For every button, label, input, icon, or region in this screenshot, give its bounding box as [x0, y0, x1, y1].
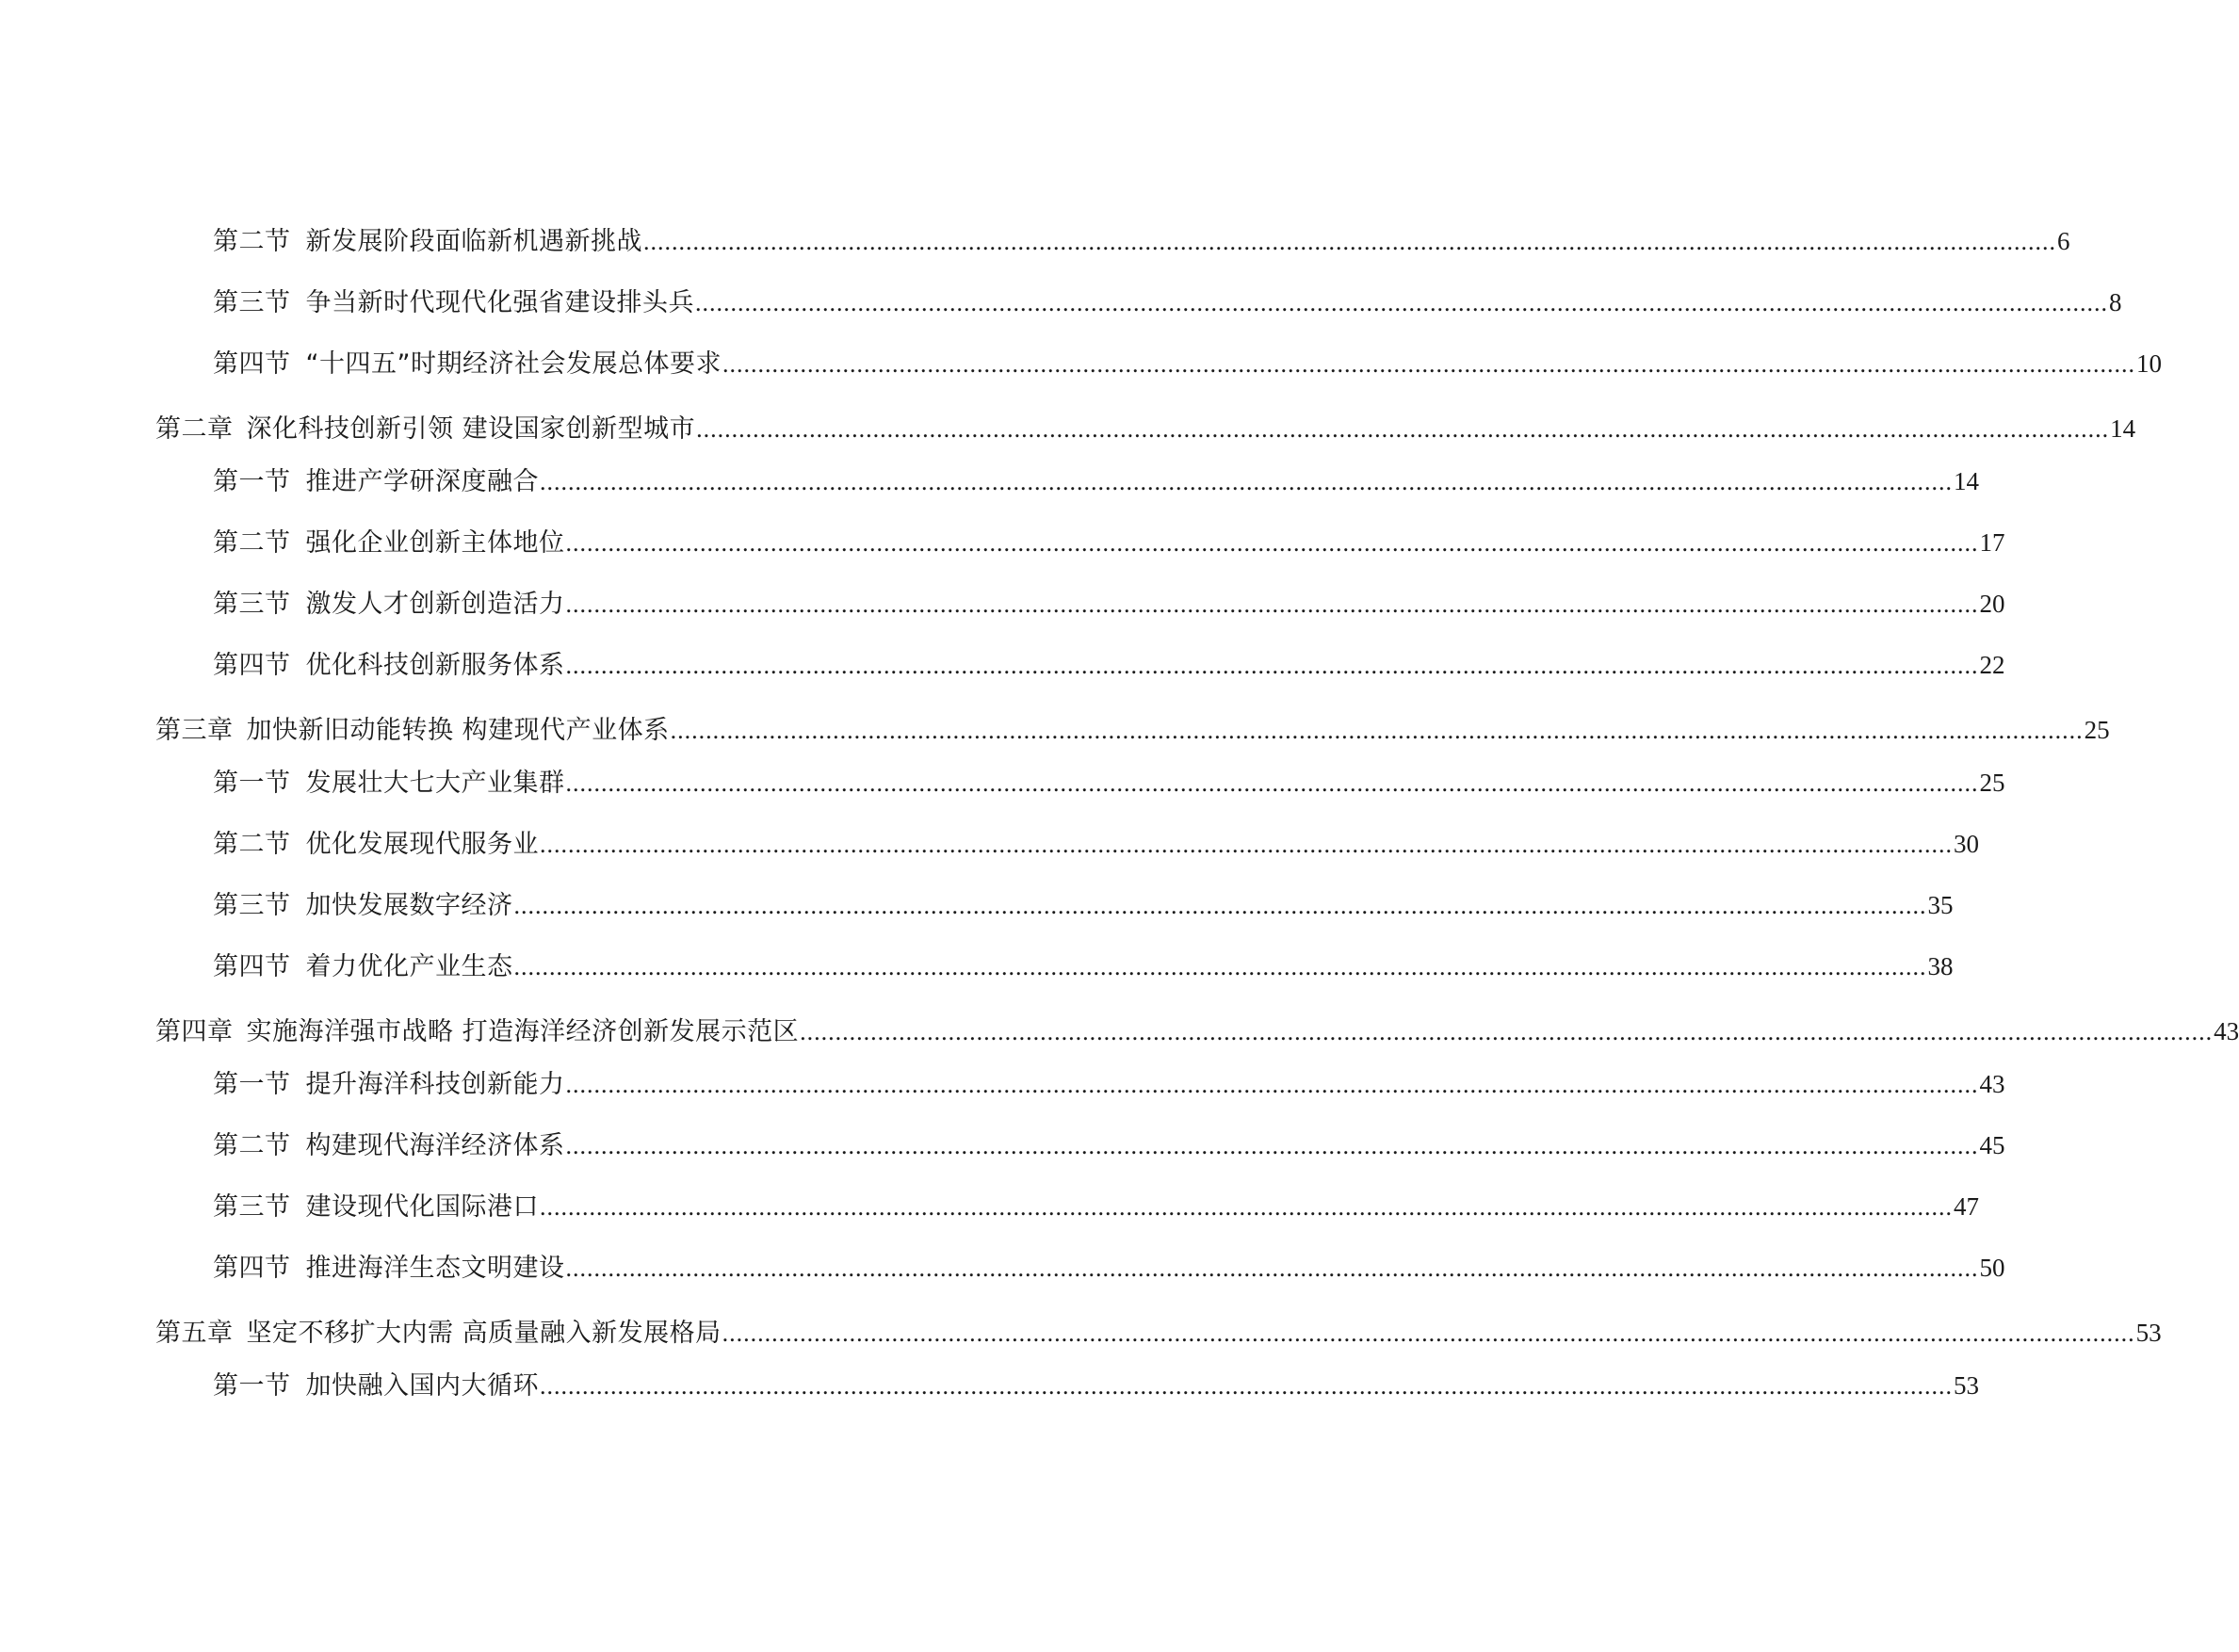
section-label: 第二节 [213, 227, 291, 256]
section-title: 加快融入国内大循环 [305, 1371, 539, 1401]
section-label: 第四节 [213, 651, 291, 680]
toc-section-entry[interactable] [213, 947, 1954, 985]
page-number: 25 [1979, 769, 2005, 797]
dot-leader: ........................................................................................................................................................................................................ [540, 468, 1953, 495]
section-label: 第一节 [213, 467, 291, 496]
section-label: 第四节 [213, 349, 291, 379]
dot-leader: ........................................................................................................................................................................................................ [540, 1372, 1953, 1400]
page-number: 35 [1927, 891, 1954, 919]
toc-chapter-entry[interactable] [155, 1314, 2162, 1352]
toc-section-entry[interactable] [213, 1188, 1979, 1225]
page-number: 50 [1979, 1254, 2005, 1282]
dot-leader: ........................................................................................................................................................................................................ [695, 289, 2108, 316]
chapter-label: 第三章 [155, 716, 234, 745]
section-title: “十四五”时期经济社会发展总体要求 [305, 349, 722, 379]
page-number: 53 [2135, 1319, 2162, 1347]
chapter-label: 第四章 [155, 1017, 234, 1046]
toc-section-entry[interactable] [213, 222, 2070, 260]
section-label: 第三节 [213, 891, 291, 920]
section-label: 第一节 [213, 1070, 291, 1099]
chapter-title: 坚定不移扩大内需 高质量融入新发展格局 [246, 1319, 722, 1348]
dot-leader: ........................................................................................................................................................................................................ [565, 1132, 1979, 1159]
toc-section-entry[interactable] [213, 283, 2122, 321]
page-number: 17 [1979, 528, 2005, 557]
dot-leader: ........................................................................................................................................................................................................ [513, 892, 1927, 919]
section-title: 构建现代海洋经济体系 [305, 1131, 565, 1160]
dot-leader: ........................................................................................................................................................................................................ [565, 769, 1979, 797]
toc-section-entry[interactable] [213, 1126, 2005, 1164]
page-number: 38 [1927, 952, 1954, 980]
toc-section-entry[interactable] [213, 345, 2162, 382]
dot-leader: ........................................................................................................................................................................................................ [696, 415, 2110, 443]
section-label: 第四节 [213, 952, 291, 981]
toc-chapter-entry[interactable] [155, 1012, 2239, 1050]
toc-chapter-entry[interactable] [155, 711, 2110, 749]
dot-leader: ........................................................................................................................................................................................................ [565, 1071, 1979, 1098]
dot-leader: ........................................................................................................................................................................................................ [565, 1255, 1979, 1282]
dot-leader: ........................................................................................................................................................................................................ [670, 717, 2084, 744]
section-label: 第三节 [213, 590, 291, 619]
page-number: 43 [2214, 1017, 2239, 1045]
page-number: 47 [1954, 1192, 1979, 1221]
section-label: 第四节 [213, 1254, 291, 1283]
section-title: 优化科技创新服务体系 [305, 651, 565, 680]
section-title: 提升海洋科技创新能力 [305, 1070, 565, 1099]
page-number: 53 [1954, 1371, 1979, 1400]
chapter-title: 加快新旧动能转换 构建现代产业体系 [246, 716, 670, 745]
dot-leader: ........................................................................................................................................................................................................ [565, 529, 1979, 557]
section-label: 第二节 [213, 1131, 291, 1160]
toc-chapter-entry[interactable] [155, 410, 2136, 447]
section-title: 发展壮大七大产业集群 [305, 769, 565, 798]
page-number: 10 [2135, 349, 2162, 378]
page-number: 20 [1979, 590, 2005, 618]
dot-leader: ........................................................................................................................................................................................................ [565, 591, 1979, 618]
section-title: 强化企业创新主体地位 [305, 528, 565, 558]
page-number: 22 [1979, 651, 2005, 679]
section-label: 第一节 [213, 1371, 291, 1401]
chapter-label: 第五章 [155, 1319, 234, 1348]
chapter-title: 深化科技创新引领 建设国家创新型城市 [246, 414, 696, 444]
section-label: 第三节 [213, 1192, 291, 1222]
toc-section-entry[interactable] [213, 886, 1954, 924]
section-title: 激发人才创新创造活力 [305, 590, 565, 619]
page-number: 30 [1954, 830, 1979, 858]
section-label: 第一节 [213, 769, 291, 798]
section-title: 推进产学研深度融合 [305, 467, 539, 496]
page-number: 43 [1979, 1070, 2005, 1098]
section-title: 优化发展现代服务业 [305, 830, 539, 859]
dot-leader: ........................................................................................................................................................................................................ [722, 1320, 2135, 1347]
section-title: 加快发展数字经济 [305, 891, 513, 920]
page-number: 14 [1954, 467, 1979, 495]
toc-section-entry[interactable] [213, 585, 2005, 623]
section-label: 第三节 [213, 288, 291, 317]
dot-leader: ........................................................................................................................................................................................................ [643, 228, 2056, 255]
toc-section-entry[interactable] [213, 524, 2005, 561]
toc-section-entry[interactable] [213, 462, 1979, 500]
dot-leader: ........................................................................................................................................................................................................ [540, 1193, 1953, 1221]
page-number: 6 [2057, 227, 2070, 255]
section-title: 争当新时代现代化强省建设排头兵 [305, 288, 694, 317]
section-label: 第二节 [213, 528, 291, 558]
toc-section-entry[interactable] [213, 646, 2005, 684]
page-number: 14 [2110, 414, 2136, 443]
toc-section-entry[interactable] [213, 1065, 2005, 1103]
dot-leader: ........................................................................................................................................................................................................ [565, 652, 1979, 679]
toc-section-entry[interactable] [213, 764, 2005, 802]
section-label: 第二节 [213, 830, 291, 859]
dot-leader: ........................................................................................................................................................................................................ [800, 1018, 2214, 1045]
page-number: 8 [2109, 288, 2122, 316]
dot-leader: ........................................................................................................................................................................................................ [722, 350, 2135, 378]
dot-leader: ........................................................................................................................................................................................................ [513, 953, 1927, 980]
page-number: 45 [1979, 1131, 2005, 1159]
toc-section-entry[interactable] [213, 1249, 2005, 1287]
page-number: 25 [2084, 716, 2110, 744]
section-title: 新发展阶段面临新机遇新挑战 [305, 227, 642, 256]
chapter-title: 实施海洋强市战略 打造海洋经济创新发展示范区 [246, 1017, 800, 1046]
section-title: 推进海洋生态文明建设 [305, 1254, 565, 1283]
chapter-label: 第二章 [155, 414, 234, 444]
section-title: 建设现代化国际港口 [305, 1192, 539, 1222]
section-title: 着力优化产业生态 [305, 952, 513, 981]
toc-section-entry[interactable] [213, 825, 1979, 863]
dot-leader: ........................................................................................................................................................................................................ [540, 831, 1953, 858]
toc-section-entry[interactable] [213, 1367, 1979, 1404]
